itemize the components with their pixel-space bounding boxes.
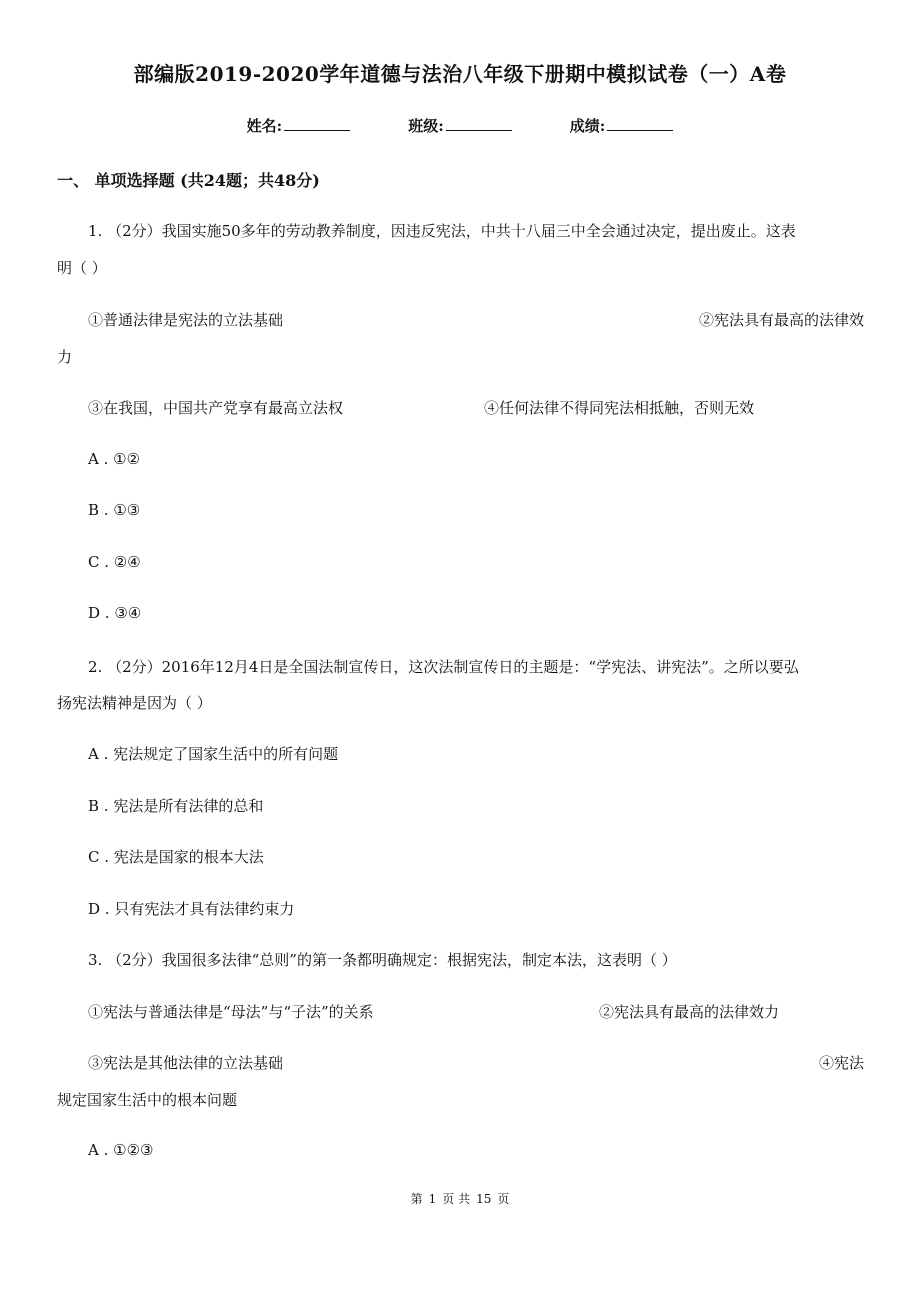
q2-stem-line1: 2. （2分）2016年12月4日是全国法制宣传日，这次法制宣传日的主题是：“学宪法、讲宪法”。之所以要弘 (88, 658, 799, 676)
q1-statement-2-cont: 力 (57, 348, 73, 366)
footer-prefix: 第 (410, 1192, 423, 1206)
score-field[interactable] (570, 114, 674, 136)
section-heading: 一、 单项选择题 (共24题；共48分) (57, 171, 320, 190)
score-blank[interactable] (607, 114, 673, 131)
q1-statement-4: ④任何法律不得同宪法相抵触，否则无效 (484, 399, 755, 417)
q1-statement-3: ③在我国，中国共产党享有最高立法权 (88, 399, 344, 417)
q3-choice-a[interactable]: A . ①②③ (88, 1141, 154, 1159)
q1-statement-1: ①普通法律是宪法的立法基础 (88, 311, 284, 329)
q1-choice-a[interactable]: A . ①② (88, 450, 141, 468)
q3-statement-3: ③宪法是其他法律的立法基础 (88, 1054, 284, 1072)
class-blank[interactable] (446, 114, 512, 131)
q2-choice-b[interactable]: B . 宪法是所有法律的总和 (88, 797, 264, 815)
q3-statement-1: ①宪法与普通法律是“母法”与“子法”的关系 (88, 1003, 374, 1021)
q1-choice-c[interactable]: C . ②④ (88, 553, 141, 571)
q1-choice-b[interactable]: B . ①③ (88, 501, 141, 519)
q3-stem-line1: 3. （2分）我国很多法律“总则”的第一条都明确规定：根据宪法，制定本法，这表明（ ） (88, 951, 677, 969)
page-title: 部编版2019-2020学年道德与法治八年级下册期中模拟试卷（一）A卷 (133, 62, 787, 86)
q2-choice-c[interactable]: C . 宪法是国家的根本大法 (88, 848, 264, 866)
class-label: 班级: (408, 117, 444, 135)
q1-statement-2: ②宪法具有最高的法律效 (698, 311, 864, 329)
name-blank[interactable] (284, 114, 350, 131)
q2-stem-line2: 扬宪法精神是因为（ ） (57, 694, 212, 712)
page-footer (0, 1190, 920, 1207)
footer-page-number: 1 (428, 1192, 437, 1206)
score-label: 成绩: (569, 117, 606, 135)
q2-choice-d[interactable]: D . 只有宪法才具有法律约束力 (88, 900, 295, 918)
q1-stem-line1: 1. （2分）我国实施50多年的劳动教养制度，因违反宪法，中共十八届三中全会通过决定，提出废止。这表 (88, 222, 796, 240)
footer-suffix: 页 (497, 1192, 510, 1206)
q3-statement-4: ④宪法 (818, 1054, 864, 1072)
q1-stem-line2: 明（ ） (57, 259, 107, 277)
footer-middle: 页 共 (442, 1192, 471, 1206)
name-label: 姓名: (246, 117, 283, 135)
name-field[interactable] (247, 114, 351, 136)
student-info-row (0, 114, 920, 136)
q2-choice-a[interactable]: A . 宪法规定了国家生活中的所有问题 (88, 745, 339, 763)
footer-total-pages: 15 (476, 1192, 492, 1206)
class-field[interactable] (408, 114, 512, 136)
q1-choice-d[interactable]: D . ③④ (88, 604, 142, 622)
q3-statement-2: ②宪法具有最高的法律效力 (599, 1003, 780, 1021)
q3-statement-4-cont: 规定国家生活中的根本问题 (57, 1091, 238, 1109)
